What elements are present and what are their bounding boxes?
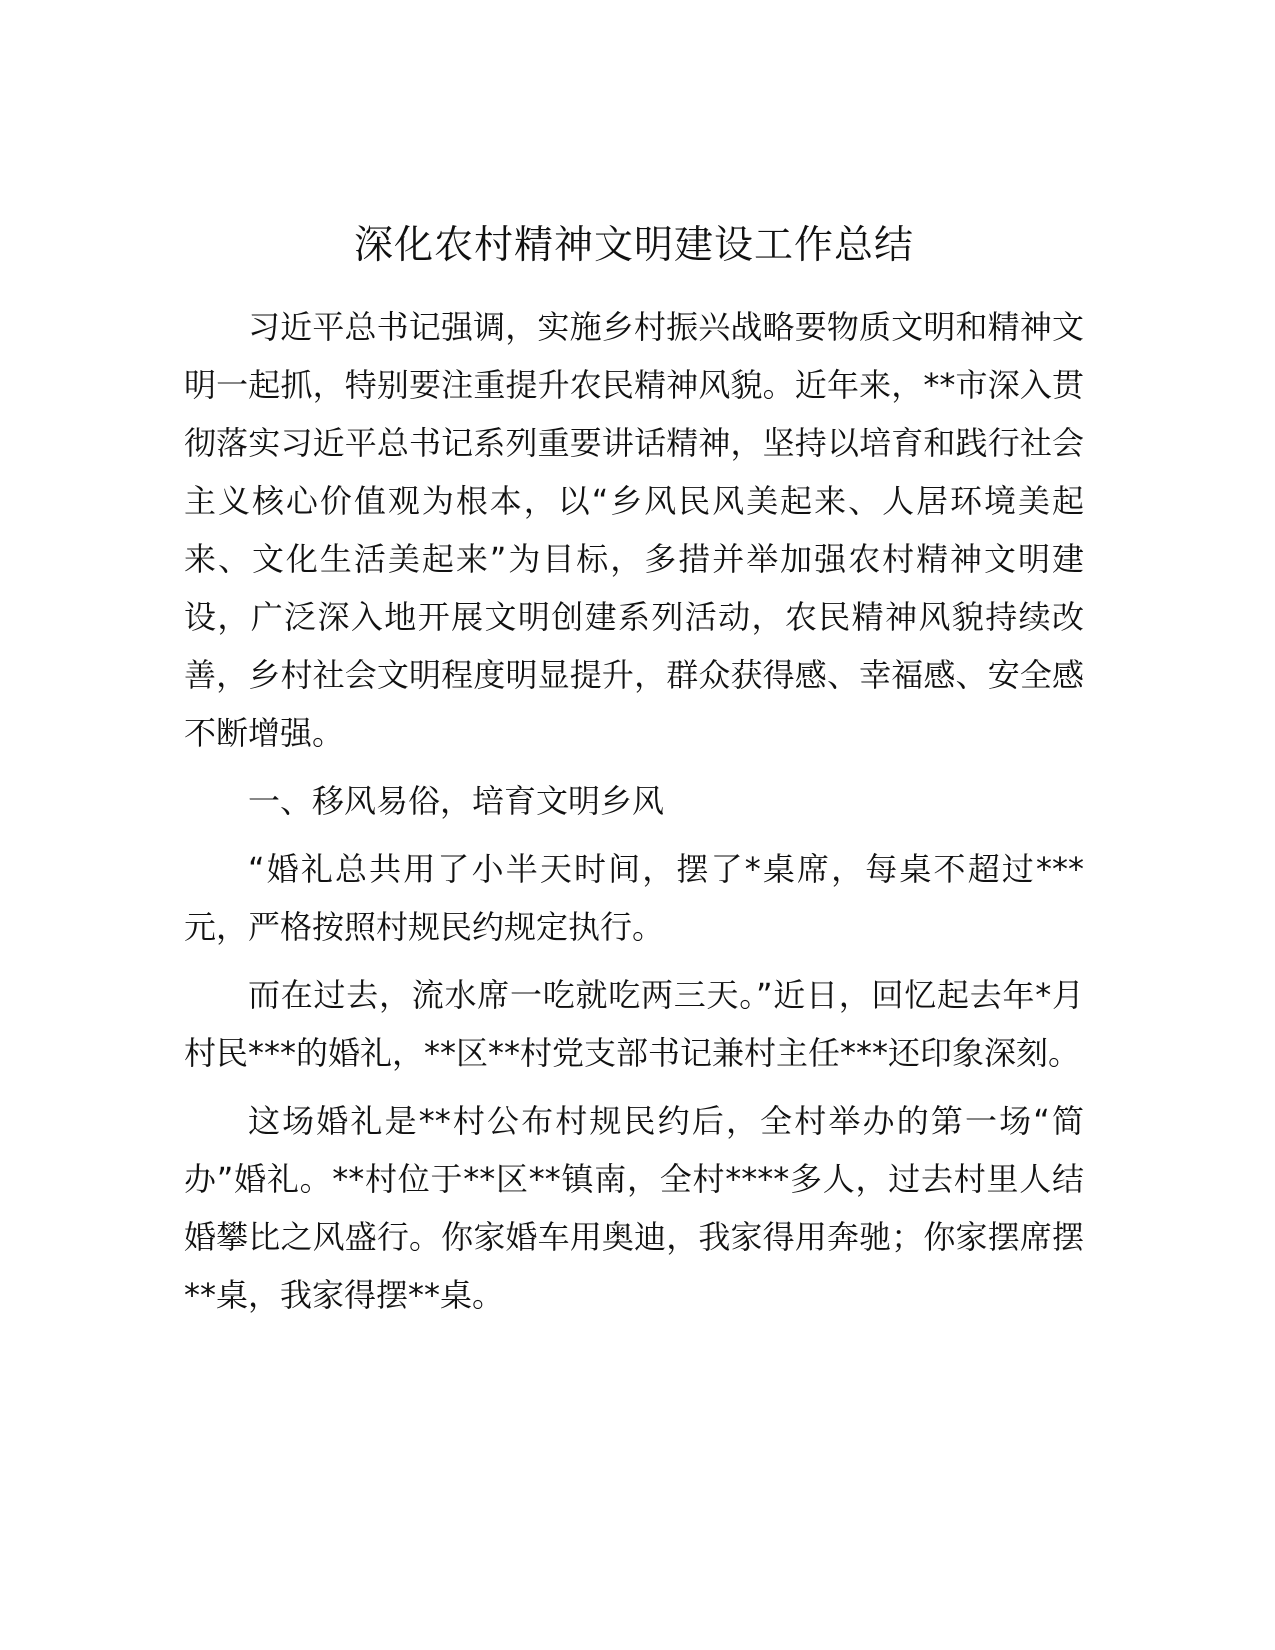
document-title: 深化农村精神文明建设工作总结 xyxy=(353,223,914,268)
section-heading: 一、移风易俗，培育文明乡风 xyxy=(248,782,665,820)
body-paragraph: “婚礼总共用了小半天时间，摆了*桌席，每桌不超过***元，严格按照村规民约规定执行。 xyxy=(184,850,1084,946)
body-paragraph: 这场婚礼是**村公布村规民约后，全村举办的第一场“简办”婚礼。**村位于**区**镇南，全村****多人，过去村里人结婚攀比之风盛行。你家婚车用奥迪，我家得用奔驰；你家摆席摆**桌，我家得摆**桌。 xyxy=(184,1102,1084,1314)
document-body xyxy=(184,222,1084,1324)
intro-paragraph: 习近平总书记强调，实施乡村振兴战略要物质文明和精神文明一起抓，特别要注重提升农民精神风貌。近年来，**市深入贯彻落实习近平总书记系列重要讲话精神，坚持以培育和践行社会主义核心价值观为根本，以“乡风民风美起来、人居环境美起来、文化生活美起来”为目标，多措并举加强农村精神文明建设，广泛深入地开展文明创建系列活动，农民精神风貌持续改善，乡村社会文明程度明显提升，群众获得感、幸福感、安全感不断增强。 xyxy=(184,308,1084,752)
body-paragraph: 而在过去，流水席一吃就吃两三天。”近日，回忆起去年*月村民***的婚礼，**区**村党支部书记兼村主任***还印象深刻。 xyxy=(184,976,1084,1072)
